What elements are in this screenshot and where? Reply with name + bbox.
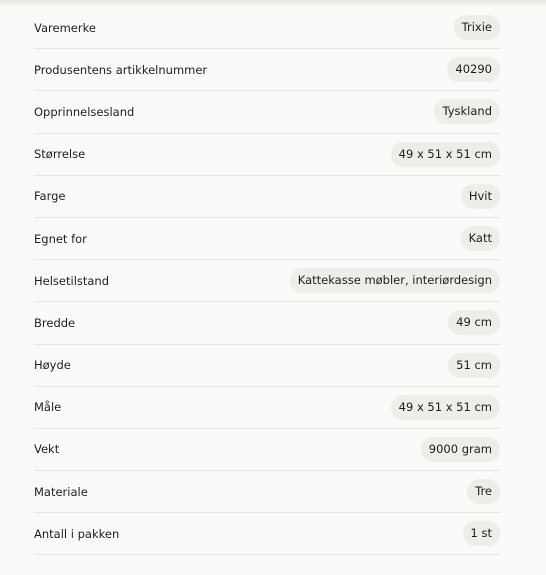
spec-row-color xyxy=(34,176,500,218)
spec-value-badge: 49 x 51 x 51 cm xyxy=(391,142,500,167)
spec-value-badge: Kattekasse møbler, interiørdesign xyxy=(290,268,500,293)
spec-row-country-of-origin xyxy=(34,91,500,133)
spec-row-size xyxy=(34,134,500,176)
spec-value-badge: 9000 gram xyxy=(421,437,500,462)
spec-value-badge: 51 cm xyxy=(448,353,500,378)
spec-label: Størrelse xyxy=(34,147,86,162)
spec-value-badge: 1 st xyxy=(463,521,500,546)
spec-value-badge: 49 cm xyxy=(448,310,500,335)
spec-label: Vekt xyxy=(34,442,60,457)
spec-row-width xyxy=(34,302,500,344)
spec-label: Varemerke xyxy=(34,20,96,35)
spec-value-badge: 49 x 51 x 51 cm xyxy=(391,395,500,420)
spec-label: Antall i pakken xyxy=(34,526,120,541)
spec-value-badge: Tre xyxy=(467,479,500,504)
spec-row-package-quantity xyxy=(34,513,500,555)
spec-label: Materiale xyxy=(34,484,88,499)
spec-value-badge: Katt xyxy=(461,226,500,251)
spec-label: Produsentens artikkelnummer xyxy=(34,62,208,77)
spec-row-health-condition xyxy=(34,260,500,302)
spec-row-manufacturer-article-number xyxy=(34,49,500,91)
spec-label: Egnet for xyxy=(34,231,87,246)
spec-row-height xyxy=(34,345,500,387)
spec-label: Måle xyxy=(34,400,62,415)
spec-row-brand xyxy=(34,7,500,49)
spec-value-badge: Tyskland xyxy=(434,99,500,124)
spec-row-material xyxy=(34,471,500,513)
spec-value-badge: 40290 xyxy=(447,57,500,82)
spec-row-dimensions xyxy=(34,387,500,429)
spec-value-badge: Trixie xyxy=(454,15,500,40)
spec-label: Helsetilstand xyxy=(34,273,110,288)
spec-label: Farge xyxy=(34,189,66,204)
spec-value-badge: Hvit xyxy=(461,184,500,209)
specification-list xyxy=(34,7,500,555)
spec-row-suitable-for xyxy=(34,218,500,260)
spec-label: Bredde xyxy=(34,315,76,330)
spec-label: Opprinnelsesland xyxy=(34,104,135,119)
spec-row-weight xyxy=(34,429,500,471)
spec-label: Høyde xyxy=(34,358,71,373)
